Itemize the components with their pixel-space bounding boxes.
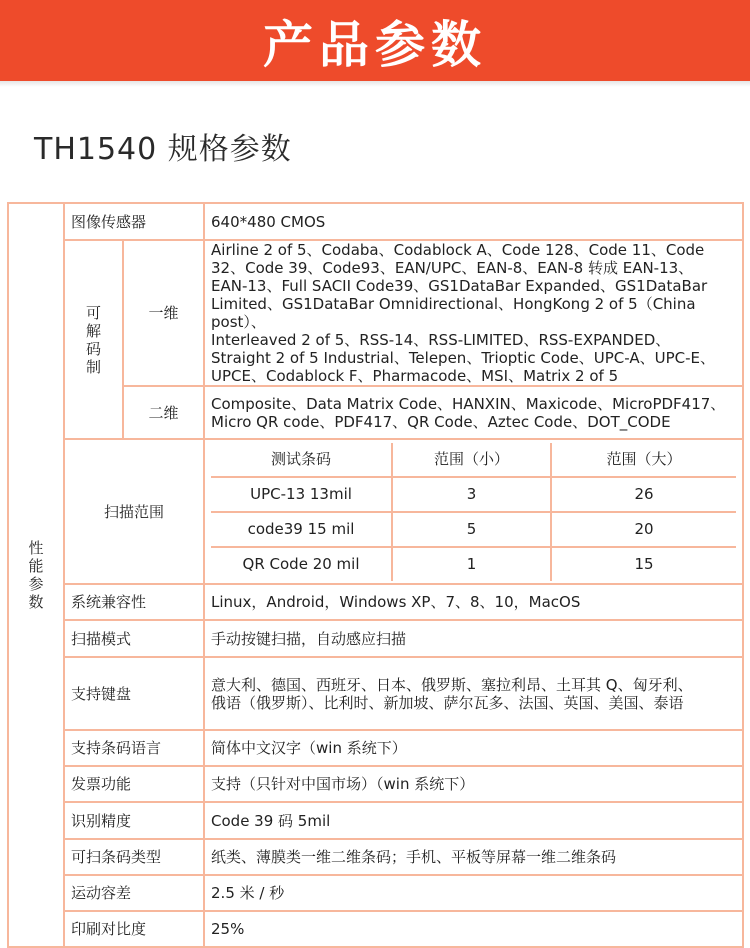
spec-table (7, 202, 744, 948)
banner-title: 产品参数 (263, 15, 487, 74)
types-value: 纸类、薄膜类一维二维条码；手机、平板等屏幕一维二维条码 (204, 839, 743, 875)
keyboard-value: 意大利、德国、西班牙、日本、俄罗斯、塞拉利昂、土耳其 Q、匈牙利、 俄语（俄罗斯）、比利时、新加坡、萨尔瓦多、法国、英国、美国、泰语 (204, 657, 743, 730)
scan-cell: 15 (551, 547, 736, 581)
performance-group-label: 性 能 参 数 (8, 203, 64, 947)
sensor-value: 640*480 CMOS (204, 203, 743, 240)
decode-label: 可 解 码 制 (64, 240, 123, 439)
precision-label: 识别精度 (64, 802, 204, 839)
two-d-label: 二维 (123, 386, 204, 439)
scan-cell: 5 (392, 512, 551, 547)
table-row (8, 802, 743, 839)
header-banner (0, 0, 750, 81)
table-row (211, 547, 736, 581)
invoice-label: 发票功能 (64, 766, 204, 802)
scan-range-cell (204, 439, 743, 584)
table-row (8, 439, 743, 584)
table-row (211, 477, 736, 512)
scan-cell: QR Code 20 mil (242, 555, 360, 573)
mode-value: 手动按键扫描，自动感应扫描 (204, 620, 743, 657)
banner-divider (0, 81, 750, 87)
lang-label: 支持条码语言 (64, 730, 204, 766)
contrast-value: 25% (204, 911, 743, 947)
compat-label: 系统兼容性 (64, 584, 204, 620)
table-row (8, 875, 743, 911)
scan-cell: code39 15 mil (211, 512, 392, 547)
table-row (8, 839, 743, 875)
table-row (8, 730, 743, 766)
scan-cell: 1 (392, 547, 551, 581)
scan-cell: UPC-13 13mil (211, 477, 392, 512)
table-row (211, 443, 736, 477)
one-d-value: Airline 2 of 5、Codaba、Codablock A、Code 128、Code 11、Code 32、Code 39、Code93、EAN/UPC、EAN-8、EAN-8 转成 EAN-13、 EAN-13、Full SACII Code39、GS1DataBar Expanded、GS1DataBar Limited、GS1DataBar Omnidirectional、HongKong 2 of 5（China post）、 Interleaved 2 of 5、RSS-14、RSS-LIMITED、RSS-EXPANDED、 Straight 2 of 5 Industrial、Telepen、Trioptic Code、UPC-A、UPC-E、 UPCE、Codablock F、Pharmacode、MSI、Matrix 2 of 5 (204, 240, 743, 386)
precision-value: Code 39 码 5mil (204, 802, 743, 839)
sensor-label: 图像传感器 (64, 203, 204, 240)
scan-header-barcode: 测试条码 (211, 443, 392, 477)
table-row (8, 657, 743, 730)
mode-label: 扫描模式 (64, 620, 204, 657)
scan-range-label: 扫描范围 (64, 439, 204, 584)
table-row (211, 512, 736, 547)
scan-cell: 3 (392, 477, 551, 512)
lang-value: 简体中文汉字（win 系统下） (204, 730, 743, 766)
types-label: 可扫条码类型 (64, 839, 204, 875)
one-d-label: 一维 (123, 240, 204, 386)
table-row (8, 584, 743, 620)
two-d-value: Composite、Data Matrix Code、HANXIN、Maxicode、MicroPDF417、 Micro QR code、PDF417、QR Code、Aztec Code、DOT_CODE (204, 386, 743, 439)
scan-header-max: 范围（大） (551, 443, 736, 477)
contrast-label: 印刷对比度 (64, 911, 204, 947)
invoice-value: 支持（只针对中国市场）（win 系统下） (204, 766, 743, 802)
scan-cell: 20 (551, 512, 736, 547)
table-row (8, 240, 743, 386)
scan-range-table (211, 443, 736, 581)
table-row (8, 203, 743, 240)
scan-header-min: 范围（小） (392, 443, 551, 477)
scan-cell: 26 (551, 477, 736, 512)
compat-value: Linux，Android，Windows XP、7、8、10，MacOS (204, 584, 743, 620)
table-row (8, 620, 743, 657)
motion-label: 运动容差 (64, 875, 204, 911)
spec-title: TH1540 规格参数 (34, 132, 292, 167)
motion-value: 2.5 米 / 秒 (204, 875, 743, 911)
table-row (8, 766, 743, 802)
keyboard-label: 支持键盘 (64, 657, 204, 730)
